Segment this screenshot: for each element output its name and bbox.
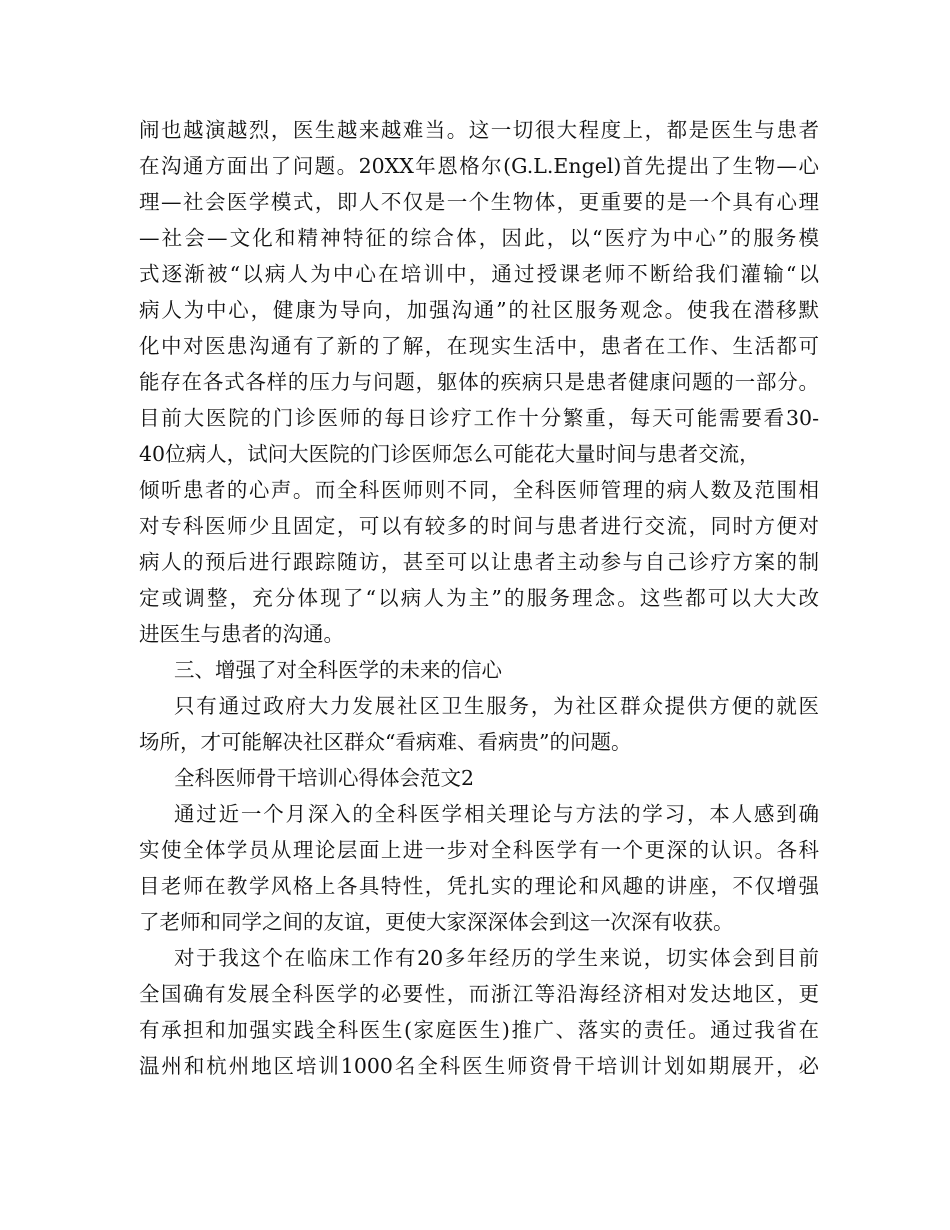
body-text-line: 了老师和同学之间的友谊，更使大家深深体会到这一次深有收获。 (139, 910, 734, 934)
body-text-line: 闹也越演越烈，医生越来越难当。这一切很大程度上，都是医生与患者 (139, 118, 819, 142)
body-text-line: 式逐渐被“以病人为中心在培训中，通过授课老师不断给我们灌输“以 (139, 262, 819, 286)
body-text-line: 理—社会医学模式，即人不仅是一个生物体，更重要的是一个具有心理 (139, 190, 819, 214)
body-text-line: 化中对医患沟通有了新的了解，在现实生活中，患者在工作、生活都可 (139, 334, 819, 358)
body-text-line: 只有通过政府大力发展社区卫生服务，为社区群众提供方便的就医 (174, 694, 819, 718)
body-text-line: 实使全体学员从理论层面上进一步对全科医学有一个更深的认识。各科 (139, 838, 819, 862)
body-text-line: 温州和杭州地区培训1000名全科医生师资骨干培训计划如期展开，必 (139, 1054, 819, 1078)
body-text-line: 对于我这个在临床工作有20多年经历的学生来说，切实体会到目前 (174, 946, 819, 970)
body-text-line: 有承担和加强实践全科医生(家庭医生)推广、落实的责任。通过我省在 (139, 1018, 819, 1042)
body-text-line: 进医生与患者的沟通。 (139, 622, 344, 646)
body-text-line: 在沟通方面出了问题。20XX年恩格尔(G.L.Engel)首先提出了生物—心 (139, 154, 819, 178)
body-text-line: 目老师在教学风格上各具特性，凭扎实的理论和风趣的讲座，不仅增强 (139, 874, 819, 898)
body-text-line: 倾听患者的心声。而全科医师则不同，全科医师管理的病人数及范围相 (139, 478, 819, 502)
body-text-line: 病人的预后进行跟踪随访，甚至可以让患者主动参与自己诊疗方案的制 (139, 550, 819, 574)
body-text-line: 通过近一个月深入的全科医学相关理论与方法的学习，本人感到确 (174, 802, 819, 826)
body-text-line: 定或调整，充分体现了“以病人为主”的服务理念。这些都可以大大改 (139, 586, 819, 610)
body-text-line: 对专科医师少且固定，可以有较多的时间与患者进行交流，同时方便对 (139, 514, 819, 538)
body-text-line: 病人为中心，健康为导向，加强沟通”的社区服务观念。使我在潜移默 (139, 298, 819, 322)
body-text-line: 全国确有发展全科医学的必要性，而浙江等沿海经济相对发达地区，更 (139, 982, 819, 1006)
body-text-line: 场所，才可能解决社区群众“看病难、看病贵”的问题。 (139, 730, 632, 754)
body-text-line: —社会—文化和精神特征的综合体，因此，以“医疗为中心”的服务模 (139, 226, 819, 250)
article-title: 全科医师骨干培训心得体会范文2 (174, 766, 475, 790)
body-text-line: 40位病人，试问大医院的门诊医师怎么可能花大量时间与患者交流， (139, 442, 760, 466)
section-heading: 三、增强了对全科医学的未来的信心 (174, 658, 502, 682)
body-text-line: 目前大医院的门诊医师的每日诊疗工作十分繁重，每天可能需要看30- (139, 406, 819, 430)
body-text-line: 能存在各式各样的压力与问题，躯体的疾病只是患者健康问题的一部分。 (139, 370, 819, 394)
